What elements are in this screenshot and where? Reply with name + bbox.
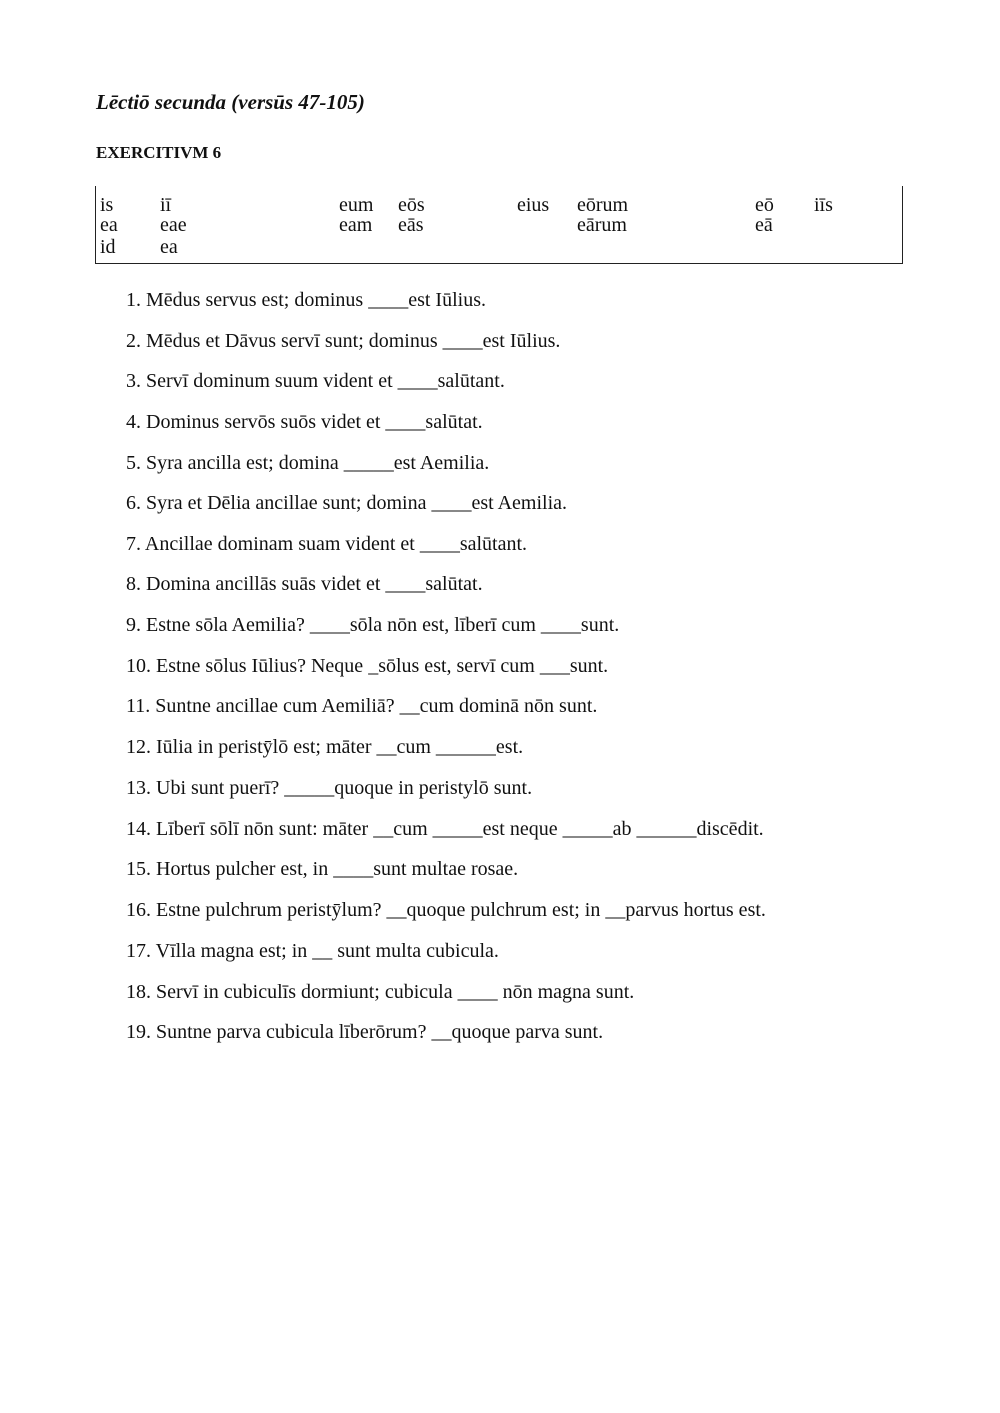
pronoun-ea: ea — [100, 214, 118, 236]
sentence-15: 15. Hortus pulcher est, in ____sunt multae rosae. — [126, 858, 519, 880]
sentence-11: 11. Suntne ancillae cum Aemiliā? __cum dominā nōn sunt. — [126, 695, 598, 717]
sentence-18: 18. Servī in cubiculīs dormiunt; cubicula ____ nōn magna sunt. — [126, 981, 635, 1003]
pronoun-ii: iī — [160, 194, 172, 216]
sentence-3: 3. Servī dominum suum vident et ____salūtant. — [126, 370, 505, 392]
page-title: Lēctiō secunda (versūs 47-105) — [96, 90, 365, 114]
sentence-7: 7. Ancillae dominam suam vident et ____salūtant. — [126, 533, 528, 555]
sentence-14: 14. Līberī sōlī nōn sunt: māter __cum _____est neque _____ab ______discēdit. — [126, 818, 764, 840]
sentence-9: 9. Estne sōla Aemilia? ____sōla nōn est, līberī cum ____sunt. — [126, 614, 620, 636]
pronoun-eo: eō — [755, 194, 774, 216]
pronoun-eam: eam — [339, 214, 373, 236]
sentence-16: 16. Estne pulchrum peristȳlum? __quoque pulchrum est; in __parvus hortus est. — [126, 899, 766, 921]
pronoun-is: is — [100, 194, 114, 216]
sentence-8: 8. Domina ancillās suās videt et ____salūtat. — [126, 573, 483, 595]
sentence-4: 4. Dominus servōs suōs videt et ____salūtat. — [126, 411, 483, 433]
sentence-19: 19. Suntne parva cubicula līberōrum? __quoque parva sunt. — [126, 1021, 604, 1043]
pronoun-iis: iīs — [814, 194, 833, 216]
pronoun-eas: eās — [398, 214, 424, 236]
pronoun-ea-ablative: eā — [755, 214, 773, 236]
pronoun-eum: eum — [339, 194, 374, 216]
sentence-1: 1. Mēdus servus est; dominus ____est Iūlius. — [126, 289, 486, 311]
sentence-2: 2. Mēdus et Dāvus servī sunt; dominus ____est Iūlius. — [126, 330, 561, 352]
pronoun-table — [95, 186, 903, 264]
sentence-5: 5. Syra ancilla est; domina _____est Aemilia. — [126, 452, 490, 474]
exercise-heading: EXERCITIVM 6 — [96, 143, 222, 162]
pronoun-ea-plural: ea — [160, 236, 178, 258]
sentence-6: 6. Syra et Dēlia ancillae sunt; domina ____est Aemilia. — [126, 492, 568, 514]
pronoun-eos: eōs — [398, 194, 425, 216]
pronoun-eius: eius — [517, 194, 550, 216]
sentence-10: 10. Estne sōlus Iūlius? Neque _sōlus est, servī cum ___sunt. — [126, 655, 609, 677]
pronoun-eorum: eōrum — [577, 194, 629, 216]
sentence-13: 13. Ubi sunt puerī? _____quoque in peristylō sunt. — [126, 777, 533, 799]
sentence-17: 17. Vīlla magna est; in __ sunt multa cubicula. — [126, 940, 499, 962]
sentence-12: 12. Iūlia in peristȳlō est; māter __cum ______est. — [126, 736, 524, 758]
pronoun-eae: eae — [160, 214, 187, 236]
pronoun-id: id — [100, 236, 116, 258]
pronoun-earum: eārum — [577, 214, 627, 236]
